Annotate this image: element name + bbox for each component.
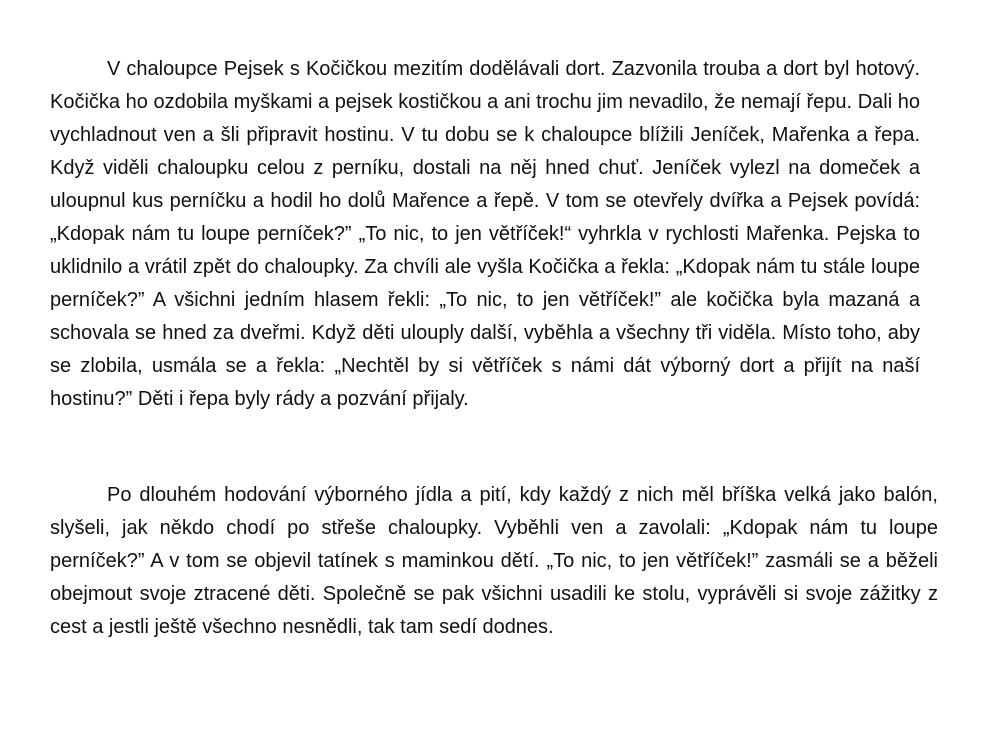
story-paragraph-1: V chaloupce Pejsek s Kočičkou mezitím dodělávali dort. Zazvonila trouba a dort byl hotový. Kočička ho ozdobila myškami a pejsek kostičkou a ani trochu jim nevadilo, že nemají řepu. Dali ho vychladnout ven a šli připravit hostinu. V tu dobu se k chaloupce blížili Jeníček, Mařenka a řepa. Když viděli chaloupku celou z perníku, dostali na něj hned chuť. Jeníček vylezl na domeček a uloupnul kus perníčku a hodil ho dolů Mařence a řepě. V tom se otevřely dvířka a Pejsek povídá: „Kdopak nám tu loupe perníček?” „To nic, to jen větříček!“ vyhrkla v rychlosti Mařenka. Pejska to uklidnilo a vrátil zpět do chaloupky. Za chvíli ale vyšla Kočička a řekla: „Kdopak nám tu stále loupe perníček?” A všichni jedním hlasem řekli: „To nic, to jen větříček!” ale kočička byla mazaná a schovala se hned za dveřmi. Když děti ulouply další, vyběhla a všechny tři viděla. Místo toho, aby se zlobila, usmála se a řekla: „Nechtěl by si větříček s námi dát výborný dort a přijít na naší hostinu?” Děti i řepa byly rády a pozvání přijaly. xyxy=(50,58,920,410)
story-paragraph-2: Po dlouhém hodování výborného jídla a pití, kdy každý z nich měl bříška velká jako balón, slyšeli, jak někdo chodí po střeše chaloupky. Vyběhli ven a zavolali: „Kdopak nám tu loupe perníček?” A v tom se objevil tatínek s maminkou dětí. „To nic, to jen větříček!” zasmáli se a běželi obejmout svoje ztracené děti. Společně se pak všichni usadili ke stolu, vyprávěli si svoje zážitky z cest a jestli ještě všechno nesnědli, tak tam sedí dodnes. xyxy=(50,484,938,638)
